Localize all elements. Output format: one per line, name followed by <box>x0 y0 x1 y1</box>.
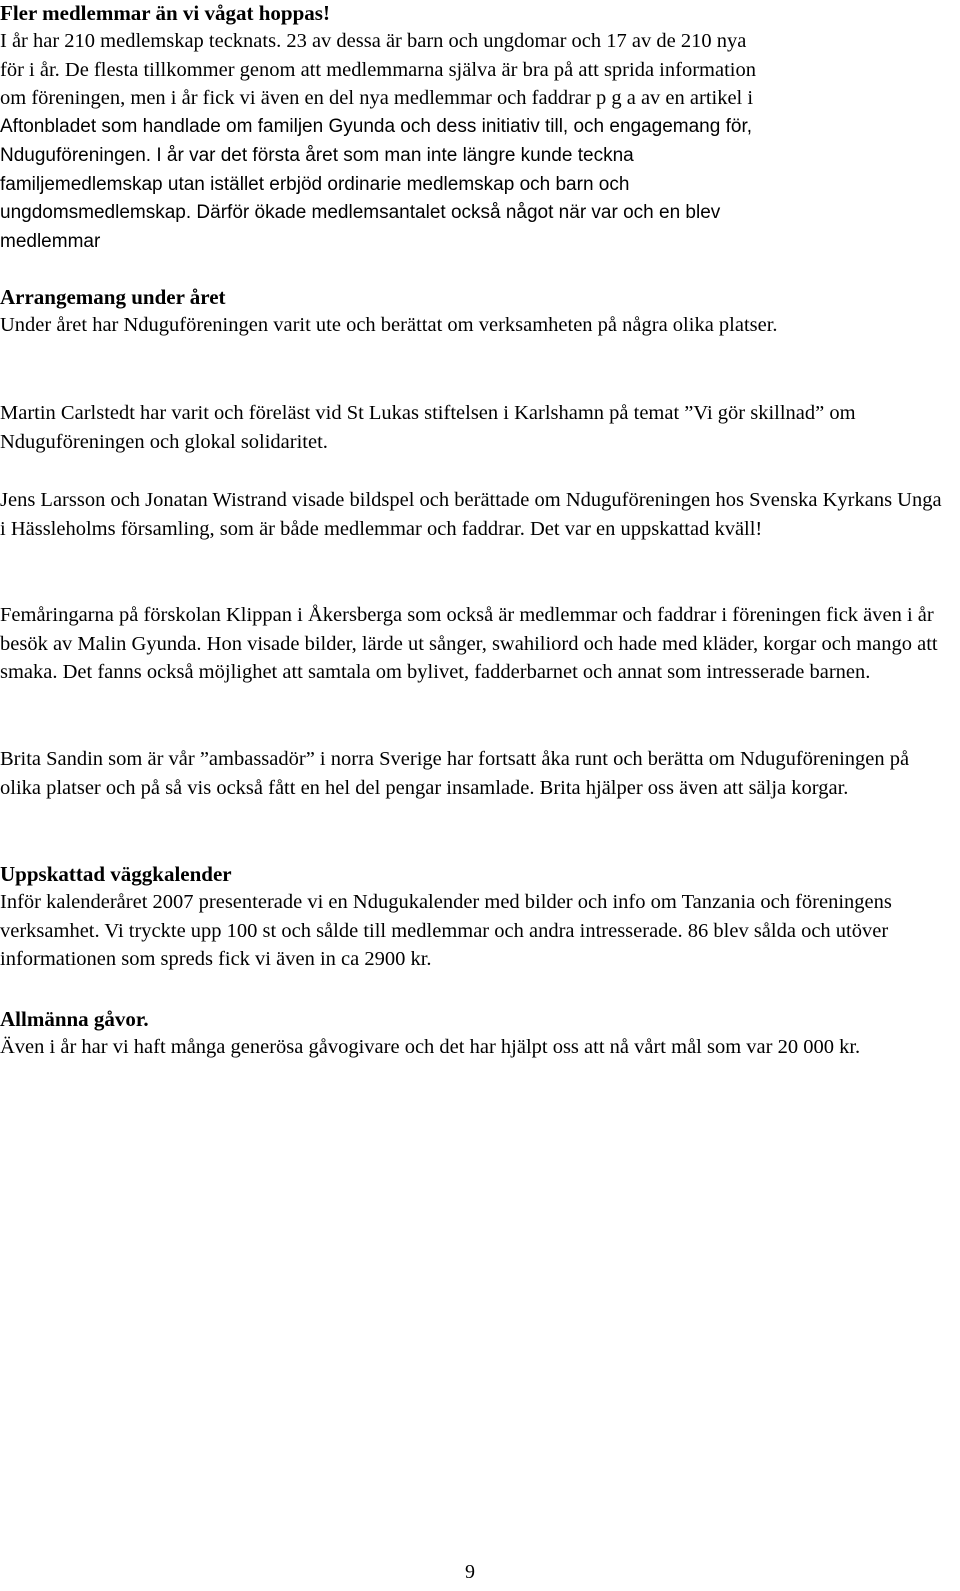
members-line-1: I år har 210 medlemskap tecknats. 23 av dessa är barn och ungdomar och 17 av de 210 nya <box>0 30 747 52</box>
members-section <box>0 0 952 257</box>
page-number: 9 <box>465 1561 475 1583</box>
members-line-2: för i år. De flesta tillkommer genom att medlemmarna själva är bra på att sprida information <box>0 58 756 81</box>
members-text <box>0 27 952 257</box>
members-line-6: familjemedlemskap utan istället erbjöd ordinarie medlemskap och barn och <box>0 173 630 195</box>
gifts-text: Även i år har vi haft många generösa gåvogivare och det har hjälpt oss att nå vårt mål som var 20 000 kr. <box>0 1036 861 1058</box>
members-heading: Fler medlemmar än vi vågat hoppas! <box>0 1 330 25</box>
events-heading: Arrangemang under året <box>0 285 226 309</box>
members-line-5: Nduguföreningen. I år var det första året som man inte längre kunde teckna <box>0 144 634 166</box>
members-line-8: medlemmar <box>0 230 101 252</box>
events-intro: Under året har Nduguföreningen varit ute och berättat om verksamheten på några olika platser. <box>0 314 778 336</box>
events-paragraph-klippan: Femåringarna på förskolan Klippan i Åkersberga som också är medlemmar och faddrar i föreningen fick även i år besök av Malin Gyunda. Hon visade bilder, lärde ut sånger, swahiliord och hade med kläder, korgar och mango att smaka. Det fanns också möjlighet att samtala om bylivet, fadderbarnet och annat som intresserade barnen. <box>0 604 938 684</box>
gifts-section <box>0 1006 952 1062</box>
members-line-7: ungdomsmedlemskap. Därför ökade medlemsantalet också något när var och en blev <box>0 202 721 224</box>
events-paragraph-larsson: Jens Larsson och Jonatan Wistrand visade bildspel och berättade om Nduguföreningen hos Svenska Kyrkans Unga i Hässleholms församling, som är både medlemmar och faddrar. Det var en uppskattad kväll! <box>0 489 942 540</box>
calendar-text: Inför kalenderåret 2007 presenterade vi en Ndugukalender med bilder och info om Tanzania och föreningens verksamhet. Vi tryckte upp 100 st och sålde till medlemmar och andra intresserade. 86 blev sålda och utöver informationen som spreds fick vi även in ca 2900 kr. <box>0 891 892 971</box>
members-line-3: om föreningen, men i år fick vi även en del nya medlemmar och faddrar p g a av en artikel i <box>0 87 754 110</box>
members-line-4: Aftonbladet som handlade om familjen Gyunda och dess initiativ till, och engagemang för, <box>0 116 753 138</box>
events-section <box>0 284 952 340</box>
calendar-heading: Uppskattad väggkalender <box>0 862 232 886</box>
events-paragraph-carlstedt: Martin Carlstedt har varit och föreläst vid St Lukas stiftelsen i Karlshamn på temat ”Vi gör skillnad” om Nduguföreningen och glokal solidaritet. <box>0 402 856 453</box>
gifts-heading: Allmänna gåvor. <box>0 1007 149 1031</box>
calendar-section <box>0 861 952 974</box>
events-paragraph-sandin: Brita Sandin som är vår ”ambassadör” i norra Sverige har fortsatt åka runt och berätta om Nduguföreningen på olika platser och på så vis också fått en hel del pengar insamlade. Brita hjälper oss även att sälja korgar. <box>0 748 910 799</box>
